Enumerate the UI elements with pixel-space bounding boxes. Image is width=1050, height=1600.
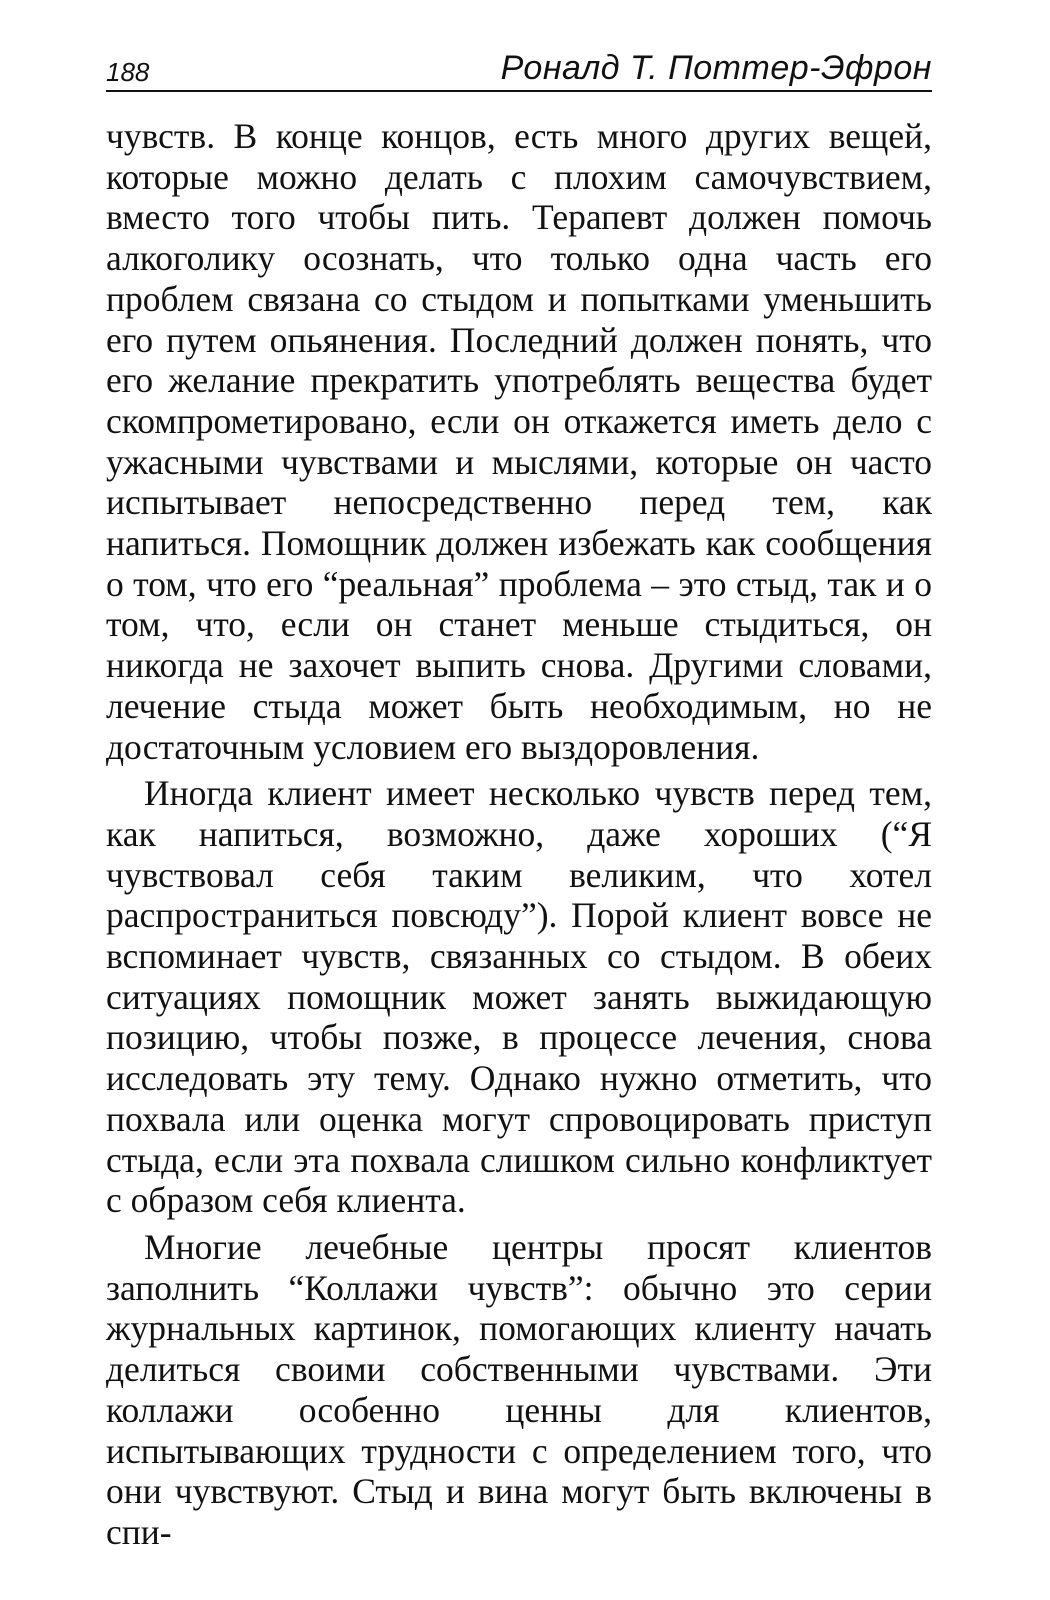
running-title: Роналд Т. Поттер-Эфрон (500, 49, 932, 87)
running-header (106, 42, 932, 92)
page-number: 188 (106, 57, 150, 87)
paragraph: Иногда клиент имеет несколько чувств перед тем, как напиться, возможно, даже хороших (“Я чувствовал себя таким великим, что хотел распространиться повсюду”). Порой клиент вовсе не вспоминает чувств, связанных со стыдом. В обеих ситуациях помощник может занять выжидающую позицию, чтобы позже, в процессе лечения, снова исследовать эту тему. Однако нужно отметить, что похвала или оценка могут спровоцировать приступ стыда, если эта похвала слишком сильно конфликтует с образом себя клиента. (106, 773, 932, 1221)
book-page (106, 42, 932, 1559)
body-text (106, 116, 932, 1553)
paragraph-continued: чувств. В конце концов, есть много других вещей, которые можно делать с плохим самочувствием, вместо того чтобы пить. Терапевт должен помочь алкоголику осознать, что только одна часть его проблем связана со стыдом и попытками уменьшить его путем опьянения. Последний должен понять, что его желание прекратить употреблять вещества будет скомпрометировано, если он откажется иметь дело с ужасными чувствами и мыслями, которые он часто испытывает непосредственно перед тем, как напиться. Помощник должен избежать как сообщения о том, что его “реальная” проблема – это стыд, так и о том, что, если он станет меньше стыдиться, он никогда не захочет выпить снова. Другими словами, лечение стыда может быть необходимым, но не достаточным условием его выздоровления. (106, 116, 932, 767)
paragraph: Многие лечебные центры просят клиентов заполнить “Коллажи чувств”: обычно это серии журнальных картинок, помогающих клиенту начать делиться своими собственными чувствами. Эти коллажи особенно ценны для клиентов, испытывающих трудности с определением того, что они чувствуют. Стыд и вина могут быть включены в спи- (106, 1226, 932, 1552)
